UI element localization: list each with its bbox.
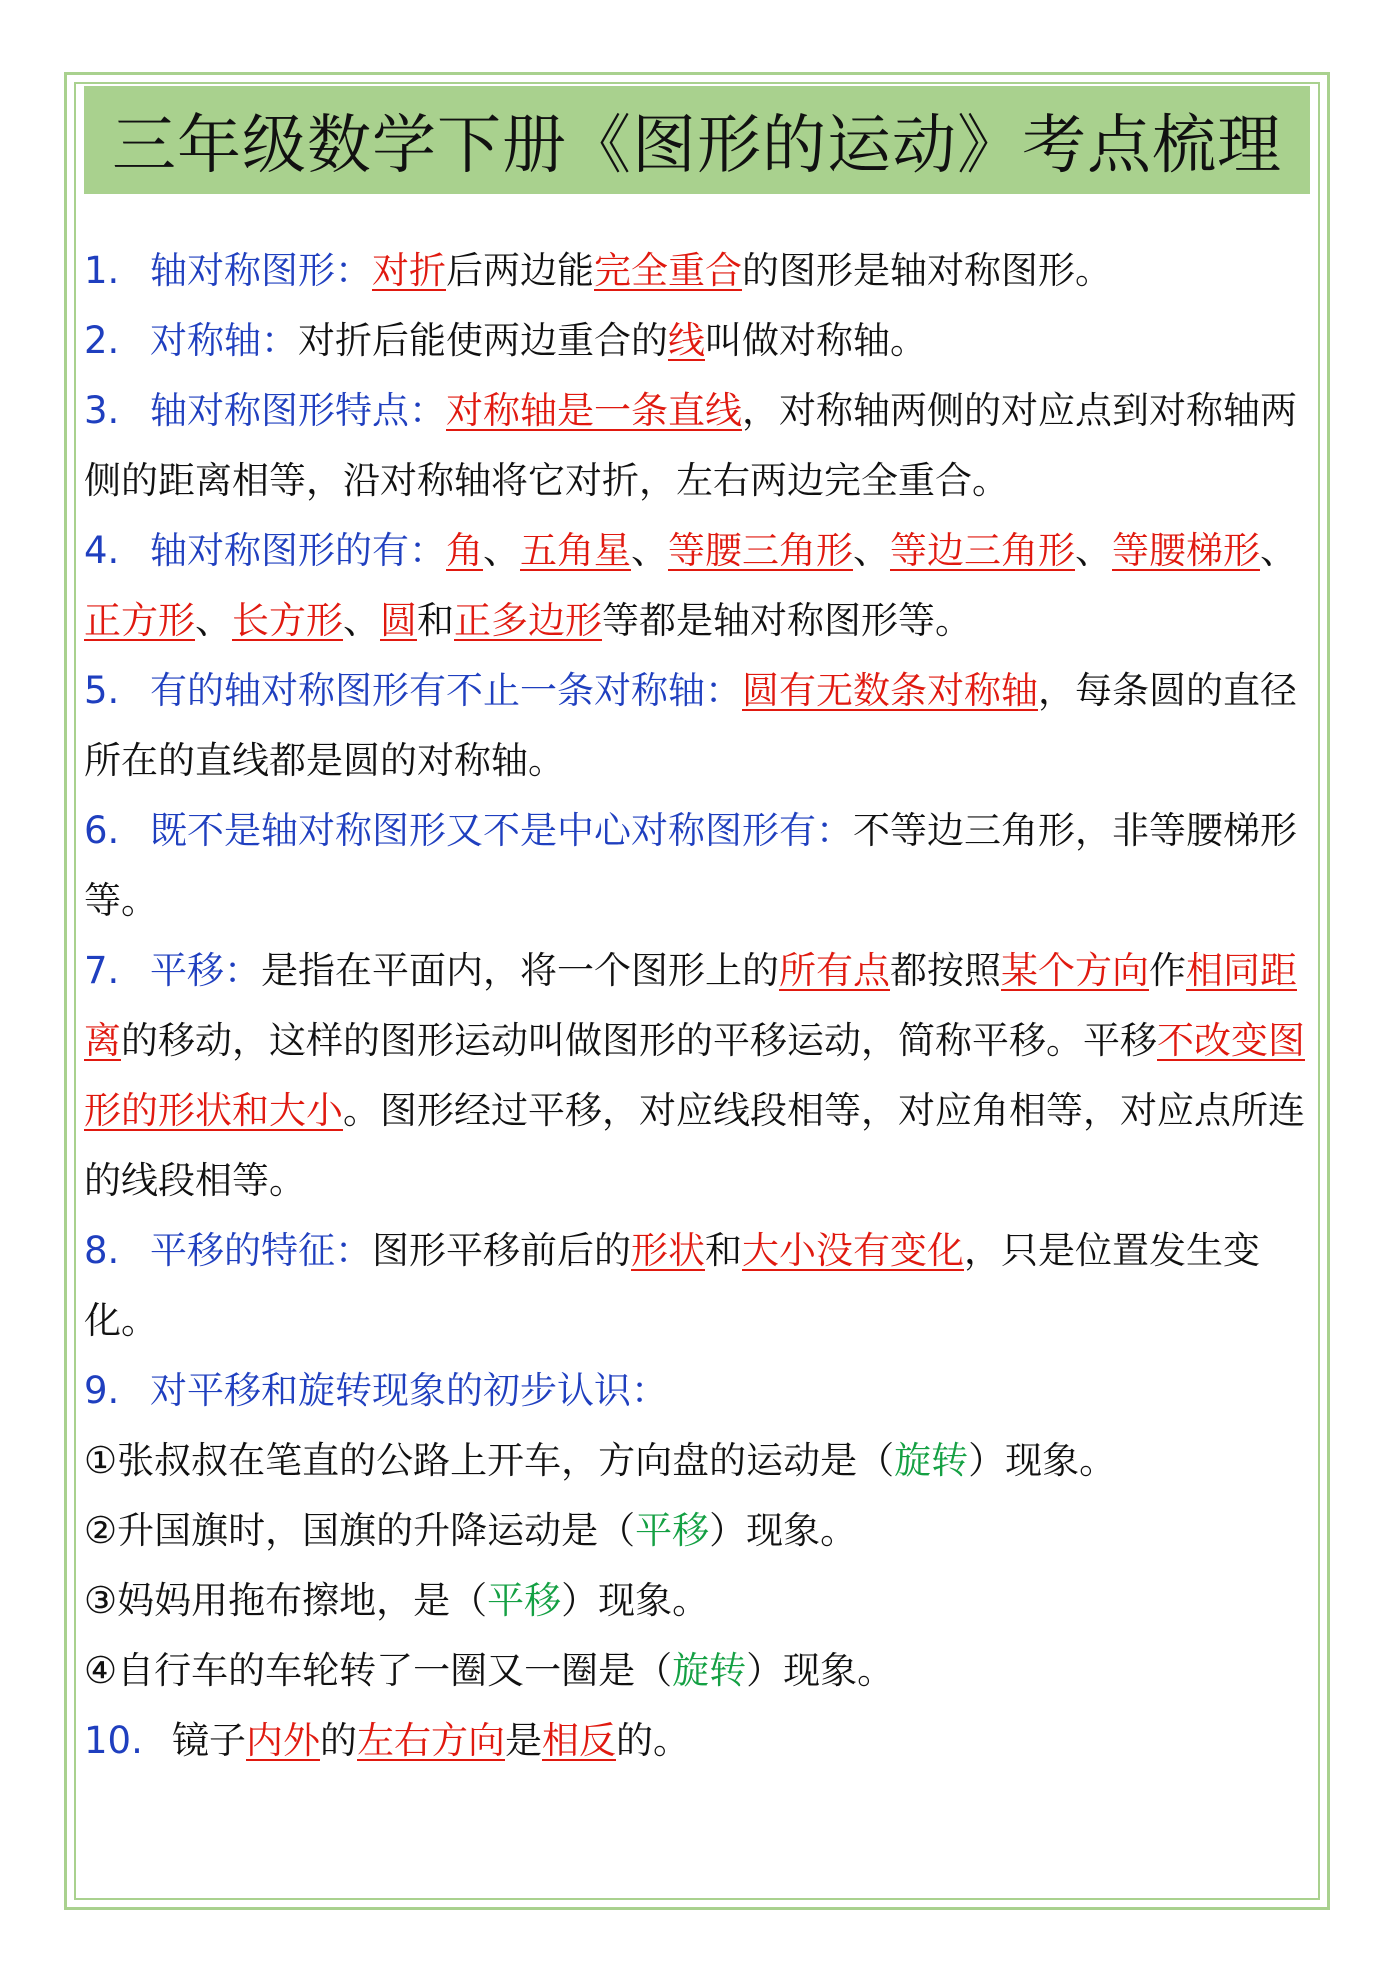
key-term: 完全重合 — [594, 249, 742, 292]
key-term: 等腰三角形 — [668, 529, 853, 572]
body-text: 不等边三角形，非等腰梯形等。 — [84, 809, 1297, 922]
answer-text: 平移 — [635, 1509, 710, 1552]
item-number: 3. — [84, 389, 120, 432]
item-number: 8. — [84, 1229, 120, 1272]
sub-item-4 — [84, 1636, 1310, 1706]
item-heading: 对平移和旋转现象的初步认识： — [150, 1369, 668, 1412]
item-number: 6. — [84, 809, 120, 852]
body-text: ③妈妈用拖布擦地，是（ — [84, 1579, 488, 1622]
body-text: 、 — [853, 529, 890, 572]
key-term: 某个方向 — [1001, 949, 1149, 992]
body-text: ）现象。 — [968, 1439, 1117, 1482]
key-term: 对称轴是一条直线 — [446, 389, 742, 432]
body-text: ，对称轴两侧的对应点到对称轴两侧的距离相等，沿对称轴将它对折，左右两边完全重合。 — [84, 389, 1297, 502]
body-text: 镜子 — [172, 1719, 246, 1762]
body-text: 和 — [705, 1229, 742, 1272]
item-6 — [84, 796, 1310, 936]
body-text: 是指在平面内，将一个图形上的 — [261, 949, 779, 992]
body-text: 、 — [631, 529, 668, 572]
body-text: 后两边能 — [446, 249, 594, 292]
sub-items-list — [84, 1426, 1310, 1706]
item-number: 10. — [84, 1719, 143, 1762]
body-text: ，每条圆的直径所在的直线都是圆的对称轴。 — [84, 669, 1297, 782]
item-heading: 轴对称图形： — [150, 249, 372, 292]
key-term: 不改变图形的形状和大小 — [84, 1019, 1305, 1132]
key-term: 内外 — [246, 1719, 320, 1762]
body-text: ，只是位置发生变化。 — [84, 1229, 1260, 1342]
content-area — [84, 236, 1310, 1776]
key-term: 相同距离 — [84, 949, 1297, 1062]
item-8 — [84, 1216, 1310, 1356]
key-term: 圆 — [380, 599, 417, 642]
item-heading: 有的轴对称图形有不止一条对称轴： — [150, 669, 742, 712]
body-text: 的 — [320, 1719, 357, 1762]
key-term: 角 — [446, 529, 483, 572]
body-text: 图形平移前后的 — [372, 1229, 631, 1272]
item-5 — [84, 656, 1310, 796]
key-term: 形状 — [631, 1229, 705, 1272]
key-term: 大小没有变化 — [742, 1229, 964, 1272]
key-term: 所有点 — [779, 949, 890, 992]
title-banner — [84, 86, 1310, 194]
item-heading: 既不是轴对称图形又不是中心对称图形有： — [150, 809, 853, 852]
item-heading: 平移： — [150, 949, 261, 992]
body-text: 、 — [195, 599, 232, 642]
body-text: 、 — [483, 529, 520, 572]
body-text: ②升国旗时，国旗的升降运动是（ — [84, 1509, 636, 1552]
sub-item-3 — [84, 1566, 1310, 1636]
body-text: 的移动，这样的图形运动叫做图形的平移运动，简称平移。平移 — [121, 1019, 1157, 1062]
item-number: 9. — [84, 1369, 120, 1412]
body-text: 作 — [1149, 949, 1186, 992]
body-text: ①张叔叔在笔直的公路上开车，方向盘的运动是（ — [84, 1439, 895, 1482]
item-10 — [84, 1706, 1310, 1776]
key-term: 等腰梯形 — [1112, 529, 1260, 572]
item-heading: 轴对称图形的有： — [150, 529, 446, 572]
key-term: 五角星 — [520, 529, 631, 572]
key-term: 正方形 — [84, 599, 195, 642]
item-7 — [84, 936, 1310, 1216]
body-text: 对折后能使两边重合的 — [298, 319, 668, 362]
item-number: 5. — [84, 669, 120, 712]
body-text: ）现象。 — [709, 1509, 858, 1552]
body-text: 。图形经过平移，对应线段相等，对应角相等，对应点所连的线段相等。 — [84, 1089, 1305, 1202]
item-3 — [84, 376, 1310, 516]
body-text: 、 — [1260, 529, 1297, 572]
item-number: 2. — [84, 319, 120, 362]
body-text: ）现象。 — [561, 1579, 710, 1622]
item-10-line — [84, 1706, 1310, 1776]
key-term: 圆有无数条对称轴 — [742, 669, 1038, 712]
item-number: 7. — [84, 949, 120, 992]
answer-text: 旋转 — [894, 1439, 969, 1482]
key-term: 正多边形 — [454, 599, 602, 642]
key-term: 等边三角形 — [890, 529, 1075, 572]
answer-text: 平移 — [487, 1579, 562, 1622]
key-term: 相反 — [542, 1719, 616, 1762]
body-text: 等都是轴对称图形等。 — [602, 599, 972, 642]
body-text: 的。 — [616, 1719, 690, 1762]
body-text: 、 — [343, 599, 380, 642]
item-4 — [84, 516, 1310, 656]
key-term: 长方形 — [232, 599, 343, 642]
page-title: 三年级数学下册《图形的运动》考点梳理 — [112, 109, 1282, 183]
body-text: 和 — [417, 599, 454, 642]
key-term: 对折 — [372, 249, 446, 292]
item-number: 1. — [84, 249, 120, 292]
body-text: ④自行车的车轮转了一圈又一圈是（ — [84, 1649, 673, 1692]
item-heading: 轴对称图形特点： — [150, 389, 446, 432]
item-number: 4. — [84, 529, 120, 572]
body-text: 的图形是轴对称图形。 — [742, 249, 1112, 292]
key-term: 左右方向 — [357, 1719, 505, 1762]
items-list — [84, 236, 1310, 1426]
body-text: ）现象。 — [746, 1649, 895, 1692]
sub-item-1 — [84, 1426, 1310, 1496]
body-text: 叫做对称轴。 — [705, 319, 927, 362]
body-text: 、 — [1075, 529, 1112, 572]
item-heading: 对称轴： — [150, 319, 298, 362]
key-term: 线 — [668, 319, 705, 362]
item-2 — [84, 306, 1310, 376]
answer-text: 旋转 — [672, 1649, 747, 1692]
body-text: 都按照 — [890, 949, 1001, 992]
item-1 — [84, 236, 1310, 306]
sub-item-2 — [84, 1496, 1310, 1566]
body-text: 是 — [505, 1719, 542, 1762]
item-heading: 平移的特征： — [150, 1229, 372, 1272]
item-9 — [84, 1356, 1310, 1426]
